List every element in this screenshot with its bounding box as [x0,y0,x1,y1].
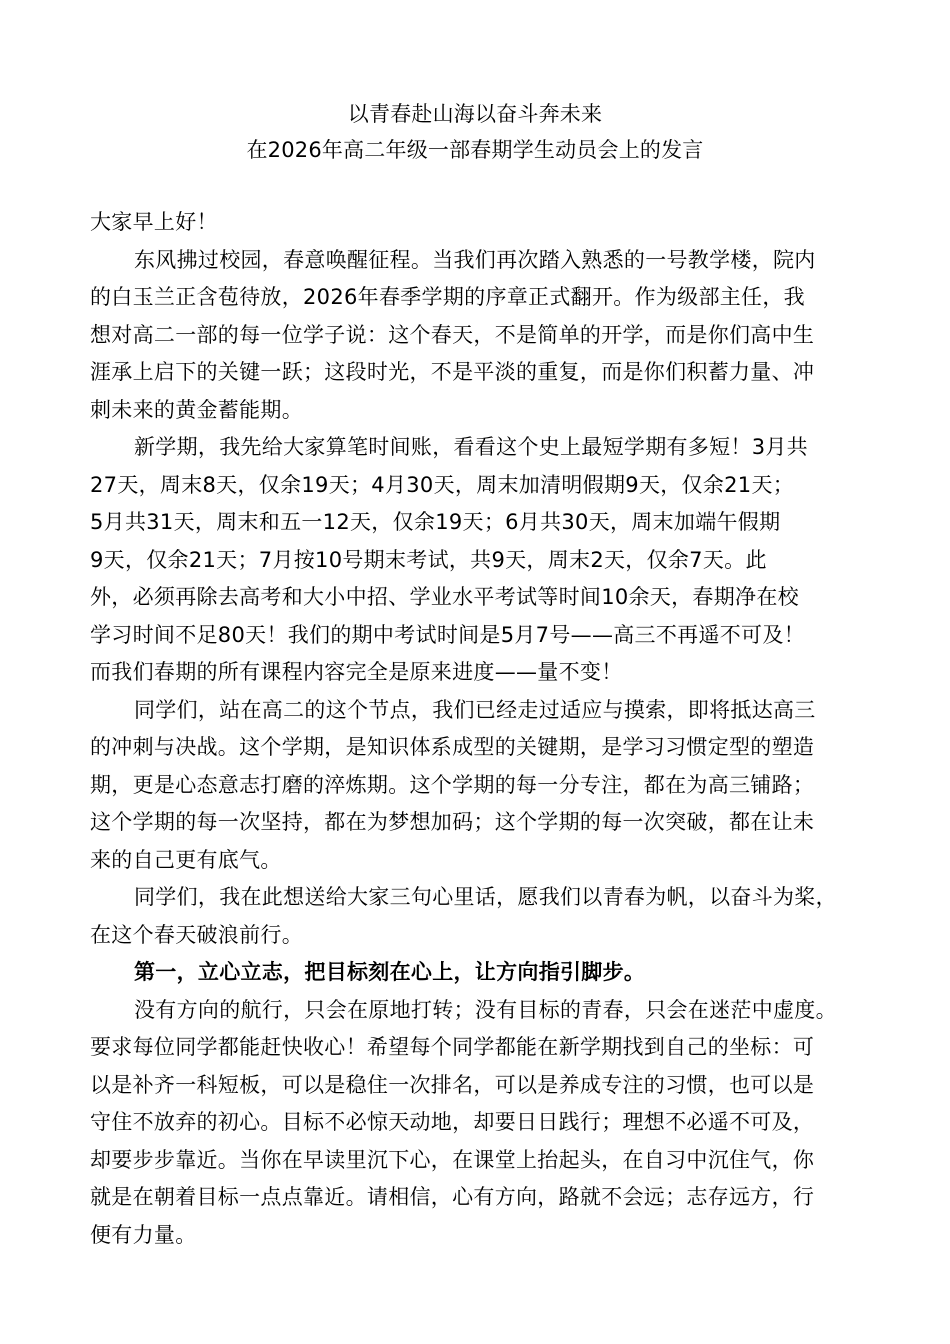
document-title: 以青春赴山海以奋斗奔未来 [347,102,603,126]
body-text-line: 以是补齐一科短板，可以是稳住一次排名，可以是养成专注的习惯，也可以是 [90,1072,815,1097]
body-text-line: 涯承上启下的关键一跃；这段时光，不是平淡的重复，而是你们积蓄力量、冲 [90,360,815,384]
body-text-line: 的冲刺与决战。这个学期，是知识体系成型的关键期，是学习习惯定型的塑造 [90,735,815,759]
body-text-line: 刺未来的黄金蓄能期。 [90,397,303,422]
body-text-line: 外，必须再除去高考和大小中招、学业水平考试等时间10余天，春期净在校 [90,585,799,609]
body-text-line: 守住不放弃的初心。目标不必惊天动地，却要日日践行；理想不必遥不可及， [90,1110,815,1134]
body-text-line: 5月共31天，周末和五一12天，仅余19天；6月共30天，周末加端午假期 [90,510,781,534]
body-text-line: 同学们，我在此想送给大家三句心里话，愿我们以青春为帆，以奋斗为桨， [134,885,837,909]
body-text-line: 同学们，站在高二的这个节点，我们已经走过适应与摸索，即将抵达高三 [134,697,816,722]
body-text-line: 却要步步靠近。当你在早读里沉下心，在课堂上抬起头，在自习中沉住气，你 [90,1147,815,1172]
body-text-line: 来的自己更有底气。 [90,847,282,872]
body-text-line: 没有方向的航行，只会在原地打转；没有目标的青春，只会在迷茫中虚度。 [134,997,837,1022]
body-text-line: 而我们春期的所有课程内容完全是原来进度——量不变！ [90,660,623,684]
body-text-line: 想对高二一部的每一位学子说：这个春天，不是简单的开学，而是你们高中生 [90,322,815,347]
body-text-line: 要求每位同学都能赶快收心！希望每个同学都能在新学期找到自己的坐标：可 [90,1035,815,1059]
document-subtitle: 在2026年高二年级一部春期学生动员会上的发言 [246,138,704,162]
body-text-line: 便有力量。 [90,1222,197,1247]
body-text-line: 大家早上好！ [90,210,218,234]
body-text-line: 东风拂过校园，春意唤醒征程。当我们再次踏入熟悉的一号教学楼，院内 [134,247,816,272]
body-text-line: 就是在朝着目标一点点靠近。请相信，心有方向，路就不会远；志存远方，行 [90,1185,815,1209]
document-body [90,204,880,1254]
body-text-line: 新学期，我先给大家算笔时间账，看看这个史上最短学期有多短！3月共 [134,435,808,459]
section-heading: 第一，立心立志，把目标刻在心上，让方向指引脚步。 [134,960,646,984]
body-text-line: 的白玉兰正含苞待放，2026年春季学期的序章正式翻开。作为级部主任，我 [90,285,805,309]
title-block [0,96,950,168]
body-text-line: 期，更是心态意志打磨的淬炼期。这个学期的每一分专注，都在为高三铺路； [90,772,815,797]
body-text-line: 学习时间不足80天！我们的期中考试时间是5月7号——高三不再遥不可及！ [90,622,805,647]
body-text-line: 9天，仅余21天；7月按10号期末考试，共9天，周末2天，仅余7天。此 [90,547,767,572]
body-text-line: 在这个春天破浪前行。 [90,922,303,947]
body-text-line: 这个学期的每一次坚持，都在为梦想加码；这个学期的每一次突破，都在让未 [90,810,815,834]
body-text-line: 27天，周末8天，仅余19天；4月30天，周末加清明假期9天，仅余21天； [90,472,795,497]
